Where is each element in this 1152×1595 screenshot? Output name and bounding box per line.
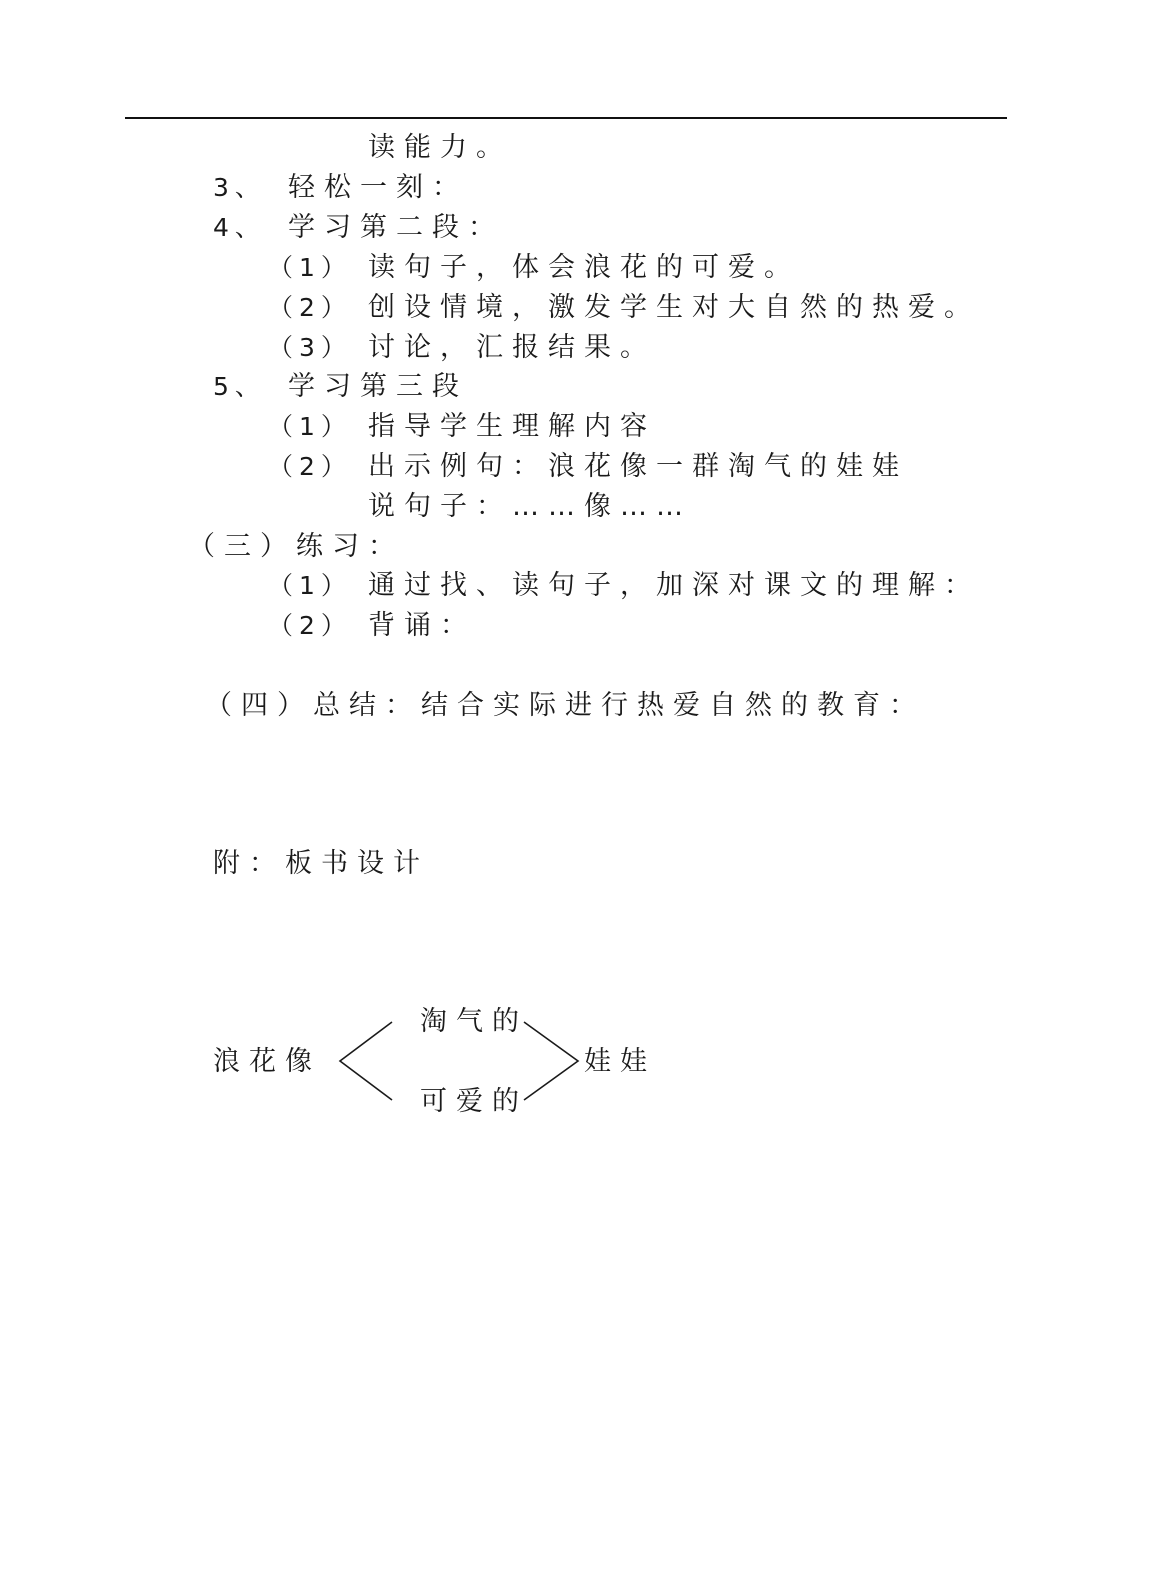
item-number: （1）	[268, 412, 352, 441]
text-line: 出示例句：浪花像一群淘气的娃娃	[368, 451, 908, 482]
board-bottom-text: 可爱的	[420, 1086, 528, 1117]
item-number: （2）	[268, 293, 352, 322]
section-heading: （三）练习：	[188, 531, 404, 562]
item-number: 3、	[213, 173, 266, 202]
text-line: 学习第三段	[288, 371, 468, 402]
item-number: 5、	[213, 372, 266, 401]
item-number: （1）	[268, 253, 352, 282]
text-line: 背诵：	[368, 610, 476, 641]
left-bracket	[340, 1022, 392, 1100]
item-number: （2）	[268, 452, 352, 481]
text-line: 读能力。	[368, 132, 512, 163]
text-line: 通过找、读句子，加深对课文的理解：	[368, 570, 980, 601]
item-number: （3）	[268, 333, 352, 362]
board-left-text: 浪花像	[213, 1046, 321, 1077]
text-line: 创设情境，激发学生对大自然的热爱。	[368, 292, 980, 323]
text-line: 指导学生理解内容	[368, 411, 656, 442]
text-line: 轻松一刻：	[288, 172, 468, 203]
section-heading: （四）总结：结合实际进行热爱自然的教育：	[205, 690, 925, 721]
text-line: 说句子：……像……	[368, 491, 692, 522]
item-number: （2）	[268, 611, 352, 640]
board-top-text: 淘气的	[420, 1006, 528, 1037]
item-number: 4、	[213, 213, 266, 242]
item-number: （1）	[268, 571, 352, 600]
text-line: 讨论，汇报结果。	[368, 332, 656, 363]
text-line: 读句子，体会浪花的可爱。	[368, 252, 800, 283]
text-line: 学习第二段：	[288, 212, 504, 243]
text-line: 附：板书设计	[213, 848, 429, 879]
right-bracket	[524, 1022, 578, 1100]
board-right-text: 娃娃	[584, 1046, 656, 1077]
